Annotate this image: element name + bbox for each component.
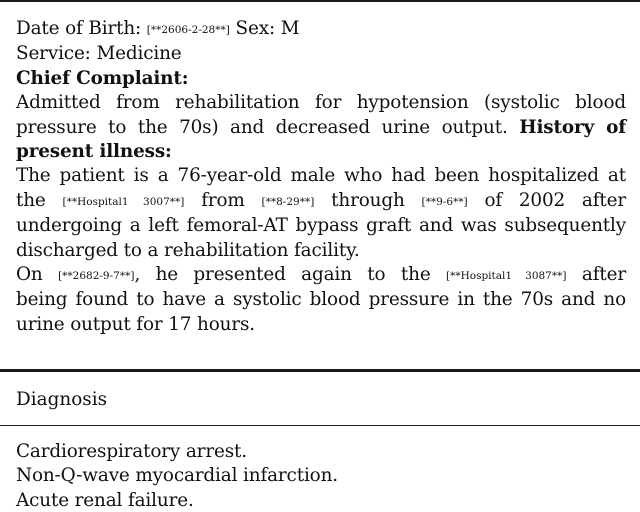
diagnosis-item: Cardiorespiratory arrest.: [16, 441, 247, 462]
dob-sex-line: [16, 17, 626, 42]
chief-complaint-text: pressure to the 70s) and decreased urine output.: [16, 116, 508, 138]
redacted-date: [**9-6**]: [421, 195, 468, 208]
diagnosis-item: Acute renal failure.: [16, 489, 194, 511]
hpi-text: , he presented again to the: [134, 264, 431, 286]
hpi-line-5: [16, 263, 626, 288]
hpi-text: the: [16, 189, 46, 211]
chief-complaint-line-1: Admitted from rehabilitation for hypotension (systolic blood: [16, 92, 626, 114]
redacted-hospital: [**Hospital1 3007**]: [62, 195, 185, 208]
hpi-line-7: urine output for 17 hours.: [16, 313, 255, 335]
hpi-heading-part-2: present illness:: [16, 141, 172, 163]
chief-complaint-heading: Chief Complaint:: [16, 67, 189, 89]
diagnosis-heading: Diagnosis: [16, 389, 108, 410]
section-divider: [0, 369, 640, 372]
hpi-line-1: The patient is a 76-year-old male who had been hospitalized at: [16, 165, 626, 187]
hpi-line-3: undergoing a left femoral-AT bypass graft and was subsequently: [16, 215, 626, 237]
dob-value: [**2606-2-28**]: [146, 24, 230, 36]
redacted-date: [**2682-9-7**]: [58, 270, 135, 283]
redacted-hospital: [**Hospital1 3087**]: [446, 270, 567, 283]
chief-complaint-line-2: [16, 116, 626, 140]
service-value: Medicine: [96, 43, 182, 65]
top-rule: [0, 0, 640, 2]
dob-label: Date of Birth:: [16, 18, 142, 39]
diagnosis-item: Non-Q-wave myocardial infarction.: [16, 465, 338, 487]
diagnosis-list: [16, 440, 626, 512]
service-line: [16, 42, 626, 66]
hpi-text: through: [331, 189, 405, 211]
hpi-line-2: [16, 189, 626, 214]
redacted-date: [**8-29**]: [261, 195, 315, 208]
hpi-text: of 2002 after: [484, 189, 626, 211]
hpi-text: after: [581, 264, 626, 286]
hpi-text: On: [16, 264, 43, 286]
patient-record: [16, 17, 626, 337]
hpi-line-6: being found to have a systolic blood pressure in the 70s and no: [16, 289, 626, 311]
diagnosis-header-rule: [0, 425, 640, 426]
hpi-line-4: discharged to a rehabilitation facility.: [16, 239, 360, 261]
hpi-heading-part-1: History of: [519, 116, 626, 138]
service-label: Service:: [16, 43, 91, 65]
sex-value: M: [280, 18, 300, 39]
sex-label: Sex:: [235, 18, 275, 39]
hpi-text: from: [201, 189, 245, 211]
